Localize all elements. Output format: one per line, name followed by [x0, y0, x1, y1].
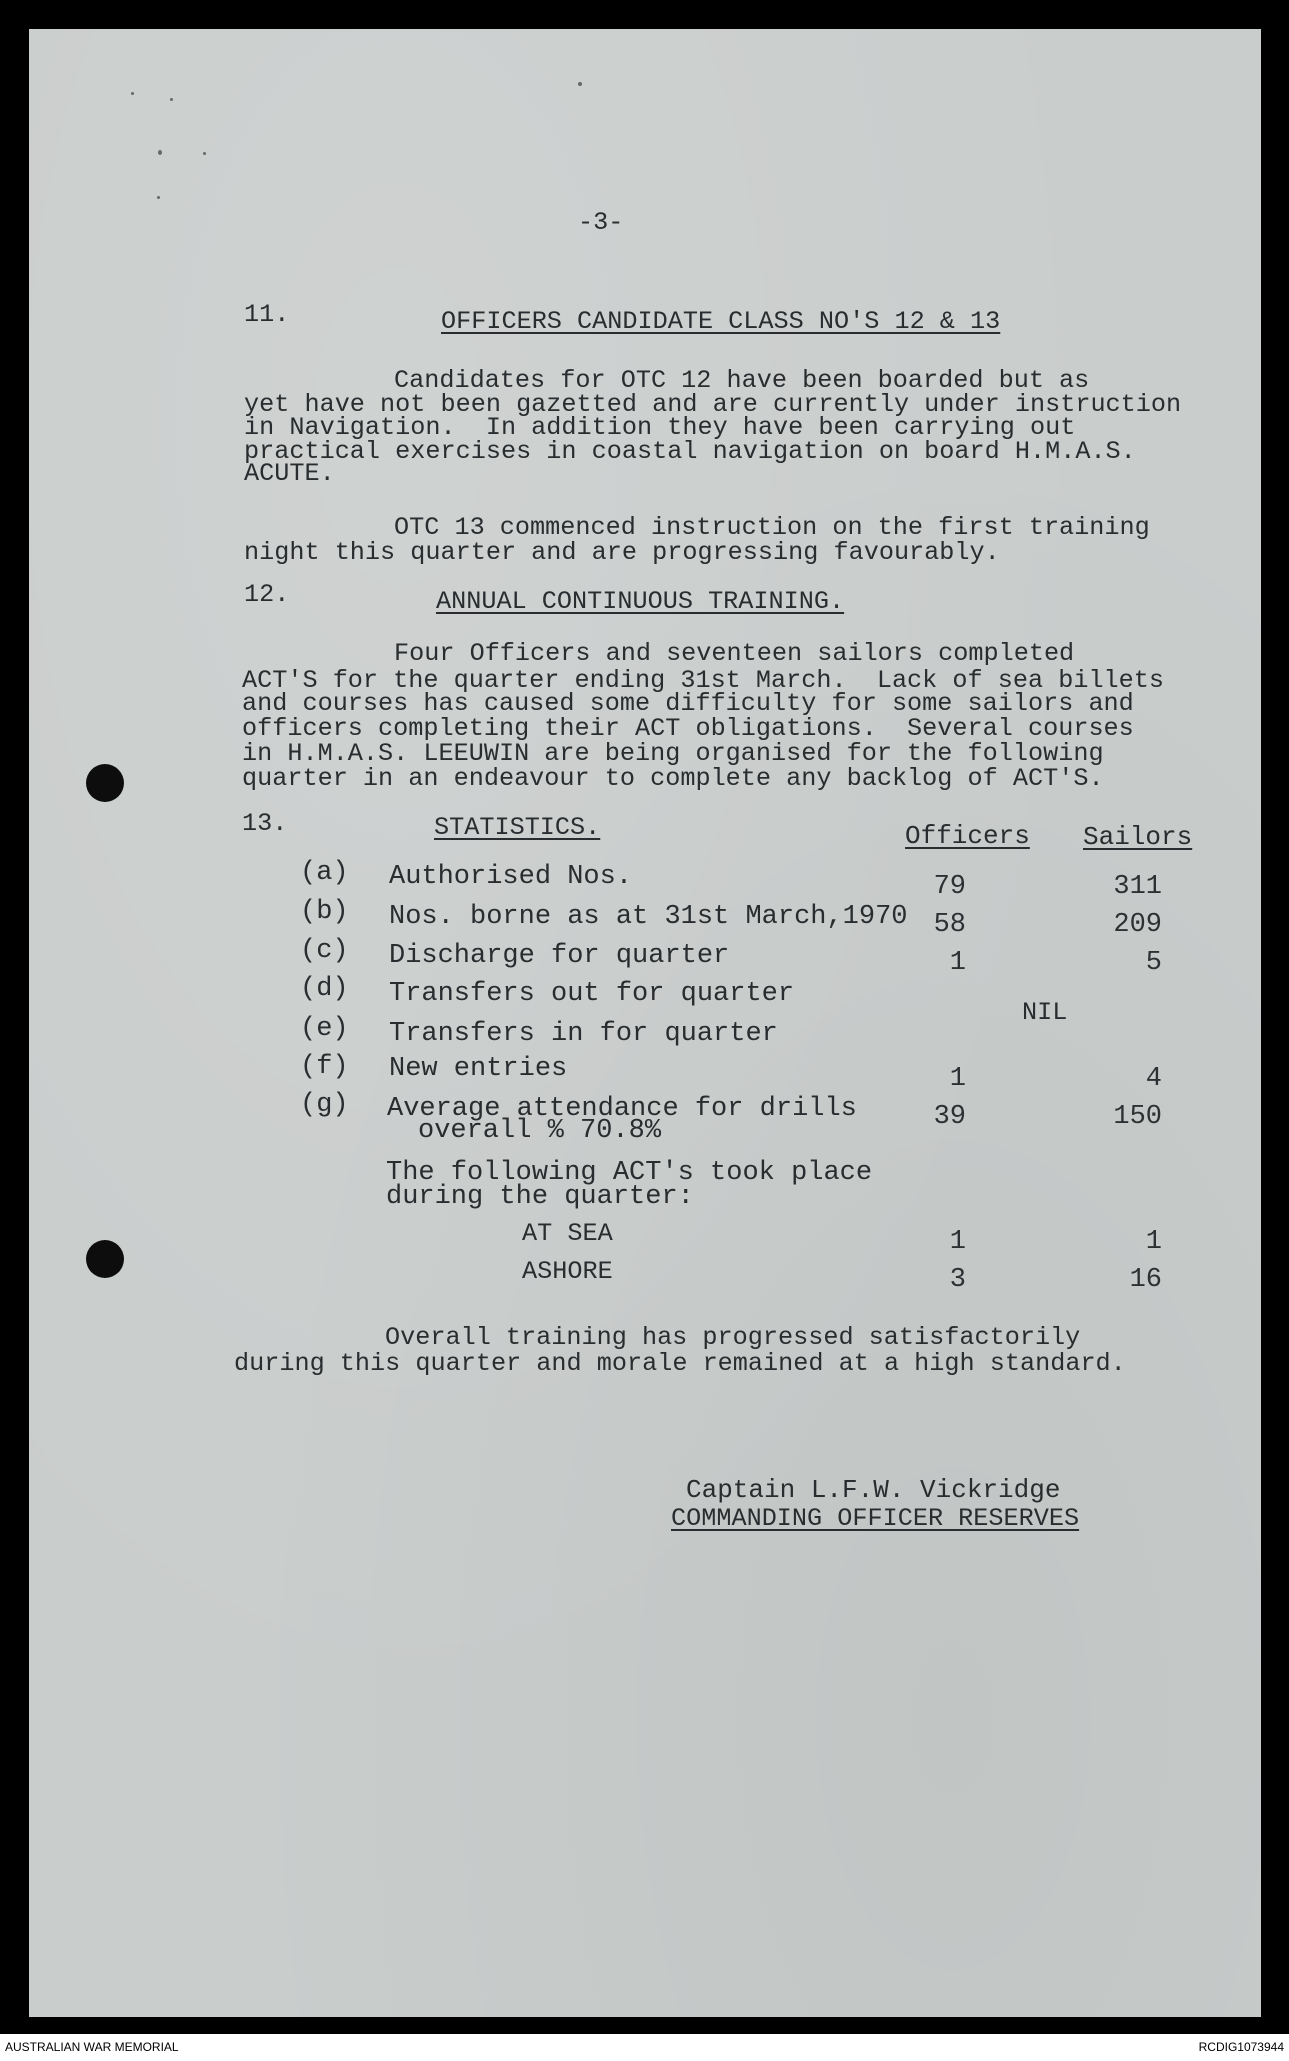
section-11-number: 11. — [244, 300, 290, 329]
section-13-number: 13. — [242, 809, 288, 838]
stat-row-label: (c) — [300, 936, 349, 966]
stat-row-label: (e) — [300, 1014, 349, 1044]
paragraph-line: officers completing their ACT obligations. Several courses — [242, 714, 1134, 743]
stat-sailors-value: 4 — [1145, 1064, 1162, 1094]
closing-line: Overall training has progressed satisfactorily — [385, 1323, 1081, 1352]
act-officers-value: 3 — [949, 1265, 966, 1295]
act-sailors-value: 1 — [1145, 1227, 1162, 1257]
paper-speck — [578, 82, 582, 86]
paper-speck — [170, 98, 173, 101]
stat-sailors-value: 150 — [1113, 1102, 1162, 1132]
stat-row-item-continuation: overall % 70.8% — [418, 1116, 662, 1146]
stat-row-item: New entries — [389, 1054, 568, 1084]
paragraph-line: ACUTE. — [244, 459, 335, 488]
stat-row-label: (d) — [300, 974, 349, 1004]
stat-row-item: Nos. borne as at 31st March,1970 — [389, 902, 908, 932]
stat-row-label: (a) — [300, 858, 349, 888]
act-row-item: ASHORE — [522, 1257, 613, 1286]
act-sailors-value: 16 — [1129, 1265, 1162, 1295]
paragraph-line: in H.M.A.S. LEEUWIN are being organised for the following — [242, 739, 1104, 768]
stat-row-item: Authorised Nos. — [389, 862, 633, 892]
paragraph-line: ACT'S for the quarter ending 31st March. Lack of sea billets — [242, 666, 1165, 695]
act-row-item: AT SEA — [522, 1219, 613, 1248]
stat-officers-value: 1 — [949, 948, 966, 978]
paragraph-line: night this quarter and are progressing favourably. — [244, 538, 1000, 567]
stat-officers-value: 58 — [933, 910, 966, 940]
paragraph-line: yet have not been gazetted and are currently under instruction — [244, 390, 1182, 419]
paragraph-line: Candidates for OTC 12 have been boarded but as — [394, 366, 1090, 395]
stat-row-item: Average attendance for drills — [387, 1094, 857, 1124]
stat-officers-value: 39 — [933, 1102, 966, 1132]
paragraph-line: practical exercises in coastal navigation on board H.M.A.S. — [244, 437, 1136, 466]
closing-line: during this quarter and morale remained at a high standard. — [234, 1349, 1126, 1378]
stat-sailors-value: 209 — [1113, 910, 1162, 940]
act-intro-line: during the quarter: — [386, 1182, 694, 1212]
paper-speck — [131, 92, 134, 95]
stat-row-label: (f) — [300, 1052, 349, 1082]
paper-speck — [157, 196, 160, 199]
stat-row-label: (g) — [300, 1090, 349, 1120]
stat-nil-value: NIL — [1022, 998, 1068, 1027]
paragraph-line: OTC 13 commenced instruction on the first training — [394, 513, 1150, 542]
paper-speck — [158, 150, 162, 155]
page-number: -3- — [578, 208, 624, 237]
archive-footer — [0, 2034, 1289, 2061]
paragraph-line: in Navigation. In addition they have been carrying out — [244, 413, 1076, 442]
section-11-heading: OFFICERS CANDIDATE CLASS NO'S 12 & 13 — [441, 307, 1001, 336]
paragraph-line: quarter in an endeavour to complete any backlog of ACT'S. — [242, 764, 1104, 793]
sailors-column-header: Sailors — [1083, 822, 1193, 852]
section-12-heading: ANNUAL CONTINUOUS TRAINING. — [436, 587, 845, 616]
section-13-heading: STATISTICS. — [434, 813, 601, 842]
paper-speck — [203, 152, 206, 155]
officers-column-header: Officers — [905, 821, 1030, 851]
punch-hole-lower — [86, 1240, 124, 1278]
signature-title: COMMANDING OFFICER RESERVES — [671, 1504, 1080, 1533]
stat-row-item: Discharge for quarter — [389, 941, 730, 971]
paragraph-line: and courses has caused some difficulty for some sailors and — [242, 689, 1134, 718]
signature-name: Captain L.F.W. Vickridge — [686, 1475, 1061, 1505]
stat-officers-value: 1 — [949, 1064, 966, 1094]
act-officers-value: 1 — [949, 1227, 966, 1257]
stat-row-label: (b) — [300, 897, 349, 927]
stat-row-item: Transfers in for quarter — [389, 1019, 778, 1049]
stat-officers-value: 79 — [933, 872, 966, 902]
stat-sailors-value: 311 — [1113, 872, 1162, 902]
archive-name: AUSTRALIAN WAR MEMORIAL — [5, 2040, 179, 2054]
archive-item-id: RCDIG1073944 — [1198, 2040, 1284, 2054]
paragraph-line: Four Officers and seventeen sailors completed — [394, 639, 1075, 668]
section-12-number: 12. — [244, 580, 290, 609]
punch-hole-upper — [86, 764, 124, 802]
stat-sailors-value: 5 — [1145, 948, 1162, 978]
stat-row-item: Transfers out for quarter — [389, 979, 795, 1009]
act-intro-line: The following ACT's took place — [386, 1158, 873, 1188]
